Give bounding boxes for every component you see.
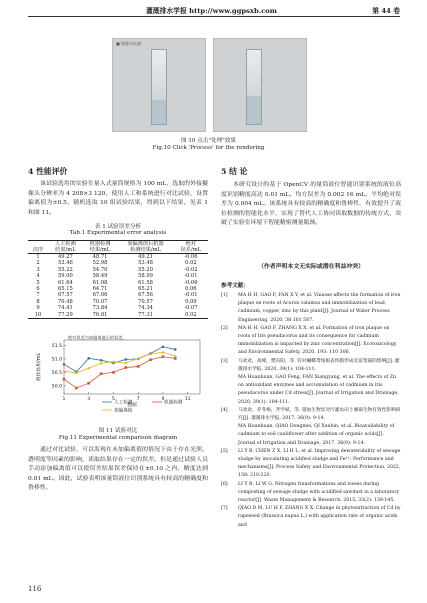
figure11-caption-en: Fig.11 Experimental comparison diagram — [58, 435, 178, 441]
table-cell: -0.01 — [184, 273, 198, 280]
table-cell: 77.29 — [57, 311, 73, 318]
reference-index: [5] — [221, 448, 228, 454]
reference-index: [1] — [221, 293, 228, 298]
reference-text: MA Huanhuan, GAO Feng, FAN Xiangyang, et al. The effects of Zn on antioxidant enzymes and accumulation of cadmium in iris pseudacorus under Cd stress[J]. Journal of Irrigation and Drainage, 2020, 39(1): 104-111. — [238, 375, 399, 405]
y-tick-label: 51.5 — [51, 344, 62, 349]
reference-item — [221, 374, 401, 407]
table-cell: 74.34 — [138, 305, 153, 312]
data-point — [162, 355, 165, 358]
table-cell: 58.99 — [138, 273, 153, 280]
table-cell: 1 — [36, 254, 40, 260]
table-cell: -0.07 — [184, 305, 198, 312]
reference-index: [3] — [221, 358, 228, 364]
table-cell: 49.27 — [57, 254, 73, 260]
table-cell: 7 — [36, 292, 40, 299]
reference-item — [221, 325, 401, 358]
reference-text: LI Y B, LI W G. Nitrogen transformations and losses during composting of sewage sludge with acidified sawdust in a laboratory reactor[J]. Waste Management & Research, 2015, 33(2): 139-145. — [238, 481, 400, 504]
x-tick-label: 7 — [136, 397, 140, 402]
table-cell: 76.81 — [92, 311, 108, 318]
reference-text: MA H H, GAO F, FAN X Y, et al. Vinasse affects the formation of iron plaque on roots of Acorus calamus and immobilization of lead, cadmium, copper, zinc by this plant[J]. Journal of Water Process Engineering, 2020, 38:101 587. — [238, 293, 401, 323]
y-axis-label: 液体体积/mL — [37, 352, 42, 382]
table-cell: 74.41 — [57, 305, 73, 312]
figure10-caption-en: Fig.10 Click 'Process' for the rendering — [152, 145, 265, 151]
table-cell: 0.02 — [185, 311, 197, 318]
table-header-cell: 绝对 误差/mL — [180, 241, 202, 253]
data-point — [174, 357, 177, 360]
table-cell: 77.31 — [138, 311, 153, 318]
table-cell: 61.64 — [57, 279, 73, 286]
table-cell: 58.49 — [92, 273, 108, 280]
table-cell: 73.84 — [92, 305, 108, 312]
table-cell: -0.02 — [184, 266, 198, 273]
table-cell: 49.21 — [138, 254, 153, 260]
comparison-line-chart — [28, 334, 208, 424]
table-cell: 61.58 — [138, 279, 153, 286]
table-cell: 65.15 — [57, 286, 73, 293]
data-point — [87, 382, 90, 385]
section4-title: 4 性能评价 — [28, 167, 68, 176]
table-cell: 3 — [36, 266, 40, 273]
table-cell: 48.71 — [92, 254, 108, 260]
table-cell: 2 — [36, 260, 40, 267]
x-tick-label: 3 — [87, 397, 91, 402]
table-cell: 53.46 — [57, 260, 73, 267]
cylinder-image — [246, 49, 262, 125]
table-cell: 64.71 — [92, 286, 108, 293]
table-cell: 67.57 — [57, 292, 73, 299]
section4-paragraph: 该试验选用的实验室量入式量筒规格为 100 mL，选取的外接摄像头分辨率为 4 208×3 120，使用人工和系统进行对比试验，设置偏离值为±0.5，随机选取 10 组试验结果，得到以下结果，见表 1 和图 11。 — [28, 181, 208, 216]
conclusion-paragraph: 本研究设计的基于 OpenCV 的量筒液位智能识别系统的液位高度识别精度高达 0.01 mL，均方误差为 0.002 16 mL，平均绝对误差为 0.004 mL。该系统具有较高的精确度和鲁棒性，有效提升了液位检测的智能化水平，实现了替代人工协同读取数据的传统方式，突破了实验室环境下智能精密测量瓶颈。 — [221, 182, 401, 227]
data-point — [100, 359, 103, 362]
section5-title: 5 结 论 — [221, 167, 248, 176]
volume-label: 第 44 卷 — [372, 7, 400, 15]
cylinder-image — [151, 49, 167, 125]
table-cell: 52.98 — [92, 260, 108, 267]
table-cell: -0.06 — [184, 279, 198, 286]
reference-text: MA H H, GAO F, ZHANG X X, et al. Formation of iron plaque on roots of Iris pseudacorus and its consequence for cadmium immobilization is impacted by zinc concentration[J]. Ecotoxicology and Environmental Safety, 2020, 193: 110 306. — [238, 325, 397, 356]
reference-item — [221, 505, 401, 530]
table-cell: 55.22 — [57, 266, 73, 273]
references-list — [221, 292, 401, 530]
reference-item — [221, 358, 401, 374]
table-cell: 70.48 — [57, 298, 73, 305]
table1-caption-en: Tab.1 Experimental error analysis — [69, 230, 167, 236]
table-cell: 61.08 — [92, 279, 108, 286]
table-header-cell: 次序 — [32, 247, 44, 253]
table-cell: 0.06 — [185, 286, 197, 293]
figure11-chart — [28, 334, 208, 424]
legend-label: 加偏离值 — [114, 408, 133, 414]
reference-index: [4] — [221, 407, 228, 413]
legend-label: 机器检测 — [164, 400, 183, 406]
page-number: 116 — [28, 585, 42, 593]
reference-text: QIAO D M, LU H F, ZHANG X X. Change in phytoextraction of Cd by rapeseed (Brassica napus L.) with application rate of organic acids and — [238, 506, 401, 528]
data-point — [75, 387, 78, 390]
table-cell: 55.20 — [138, 266, 153, 273]
photo-after — [213, 38, 307, 132]
table-cell: -0.01 — [184, 292, 198, 299]
author-statement: （作者声明本文无实际或潜在利益冲突） — [257, 263, 365, 270]
table-header-cell: 加偏离值后机器 检测结果/mL — [127, 241, 164, 253]
running-header — [28, 4, 400, 18]
x-tick-label: 11 — [184, 397, 191, 402]
table1-caption-cn: 表 1 试验误差分析 — [94, 224, 142, 230]
table-cell: -0.06 — [184, 254, 198, 260]
data-point — [100, 372, 103, 375]
x-tick-label: 9 — [161, 397, 165, 402]
reference-item — [221, 481, 401, 506]
reference-text: MA Huanhuan, QIAO Dongmei, QI Xuebin, et al. Bioavailability of cadmium to soil cauliflower after addition of organic acids[J]. Journal of Irrigation and Drainage, 2017, 36(9): 9-14. — [238, 424, 395, 446]
reference-item — [221, 448, 401, 481]
data-point — [112, 371, 115, 374]
reference-index: [2] — [221, 325, 228, 331]
figure11-caption-cn: 图 11 试验对比 — [98, 428, 138, 434]
table-cell: 4 — [36, 273, 40, 280]
table-cell: 67.06 — [92, 292, 108, 299]
table-cell: 6 — [36, 286, 40, 293]
data-point — [87, 357, 90, 360]
legend-label: 人工检测 — [114, 400, 133, 406]
table-cell: 70.57 — [138, 298, 153, 305]
x-axis-label: 数据 — [127, 403, 137, 408]
reference-item — [221, 292, 401, 325]
data-point — [125, 358, 128, 361]
chart-note: 绝对误差为加偏离值后的误差。 — [68, 335, 127, 340]
table-cell: 10 — [34, 311, 42, 318]
table-header-cell: 人工检测 结果/mL — [55, 241, 76, 253]
reference-text: 马欢欢，乔冬梅，齐学斌，等. 施加生物炭对污灌农田土壤镉生物有效性影响研究[J]. 灌溉排水学报, 2017, 36(9): 9-14. — [238, 407, 401, 422]
reference-text: 马欢欢，高峰，樊向阳，等. 锌对蝴蝶鸢尾根表铁膜形成及富集镉的影响[J]. 灌溉排水学报, 2020, 39(1): 104-111. — [238, 358, 400, 372]
data-point — [63, 378, 66, 381]
y-tick-label: 50.0 — [51, 384, 62, 390]
y-tick-label: 51.0 — [51, 357, 62, 363]
table-header-cell: 机器检测 结果/mL — [89, 241, 111, 253]
journal-title: 灌溉排水学报 http://www.ggpsxb.com — [146, 7, 277, 15]
data-point — [174, 348, 177, 351]
table-cell: 0.09 — [185, 298, 197, 305]
references-title: 参考文献： — [221, 283, 249, 289]
data-point — [63, 363, 66, 366]
data-point — [149, 358, 152, 361]
data-point — [162, 345, 165, 348]
table-cell: 9 — [36, 305, 40, 312]
table-row — [28, 254, 208, 261]
reference-item — [221, 407, 401, 423]
photo-before — [112, 38, 206, 132]
reference-index: [6] — [221, 481, 228, 487]
table-cell: 65.21 — [138, 286, 153, 293]
section4-paragraph-2: 通过对比试验，可以发现在未加偏离值的情况下由于存在光照、透明度等因素的影响，读取结果存在一定的误差。但是通过试验人员手动添加偏离值可以使误差结果误差保持在±0.10 之内，精度达到 0.01 mL。因此，试验表明该量筒液位识别系统具有较高的精确度和鲁棒性。 — [28, 447, 208, 492]
data-point — [125, 366, 128, 369]
data-point — [137, 365, 140, 368]
x-tick-label: 1 — [62, 397, 66, 402]
table-cell: 8 — [36, 298, 40, 305]
table-cell: 53.48 — [138, 260, 153, 267]
reference-text: LI Y B, CHEN Z X, LI H L, et al. Improving dewaterability of sewage sludge by inoculating acidified sludge and Fe²⁺: Performance and mechanisms[J]. Process Safety and Environmental Protection, 2022, 158: 210-220. — [238, 448, 401, 479]
table-cell: 0.02 — [185, 260, 197, 267]
table-cell: 59.00 — [57, 273, 73, 280]
header-rule — [28, 16, 400, 17]
table-cell: 70.07 — [92, 298, 108, 305]
reference-item — [221, 423, 401, 448]
table-cell: 5 — [36, 279, 40, 286]
photo-label: ■ 摄像头检测 — [116, 41, 142, 46]
table1 — [28, 240, 208, 319]
x-tick-label: 5 — [111, 397, 115, 402]
reference-index: [7] — [221, 506, 228, 512]
table-cell: 67.56 — [138, 292, 153, 299]
table-row — [28, 312, 208, 319]
y-tick-label: 50.5 — [51, 371, 62, 376]
series-line — [64, 347, 175, 372]
figure10-caption-cn: 图 10 点击"处理"效果 — [181, 138, 236, 144]
table-cell: 54.70 — [92, 266, 108, 273]
